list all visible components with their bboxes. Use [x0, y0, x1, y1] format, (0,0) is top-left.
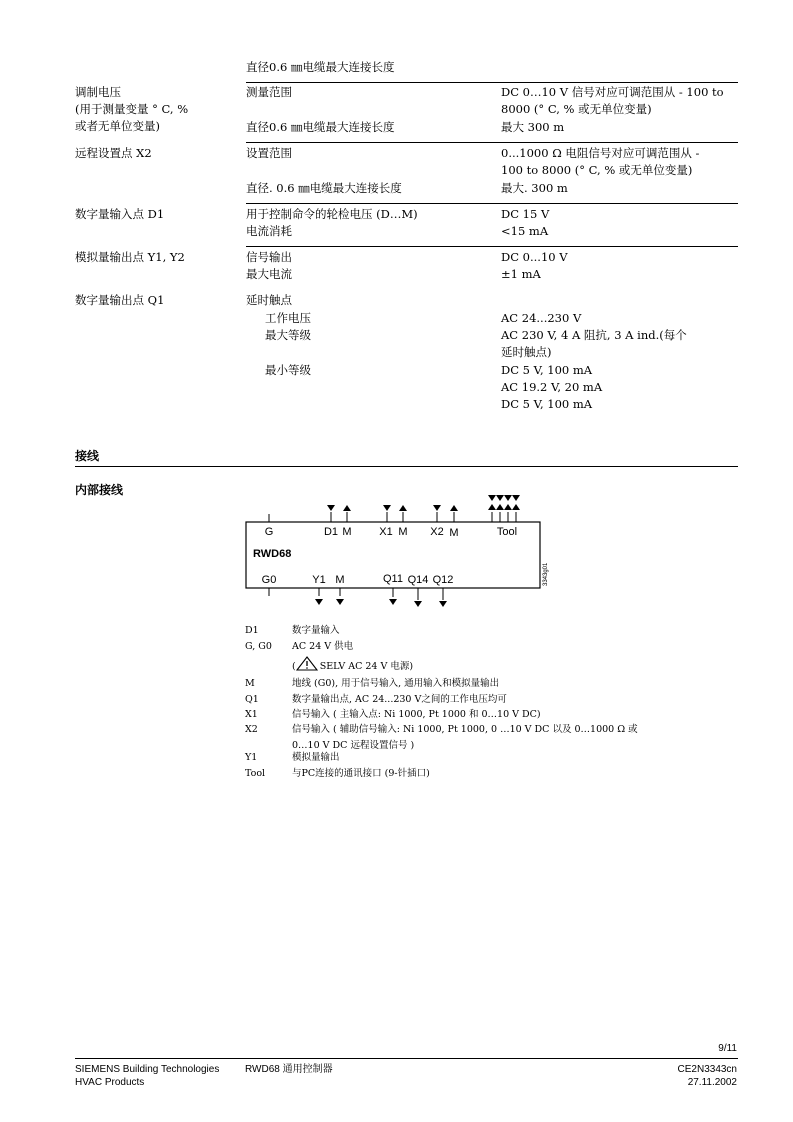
page-number: 9/11: [718, 1043, 737, 1054]
spec-label: 测量范围: [246, 85, 292, 99]
legend-key: Tool: [245, 768, 266, 779]
spec-label: 电流消耗: [246, 224, 292, 238]
spec-value: 最大 300 m: [501, 120, 565, 134]
spec-value: DC 0...10 V: [501, 250, 568, 264]
divider: [246, 142, 738, 143]
legend-desc: 与PC连接的通讯接口 (9-针插口): [292, 768, 430, 779]
legend-desc: AC 24 V 供电: [292, 641, 354, 652]
spec-name-digital-input: 数字量输入点 D1: [75, 207, 165, 221]
device-name: RWD68: [253, 548, 292, 560]
spec-label: 信号输出: [246, 250, 292, 264]
spec-name-remote-setpoint: 远程设置点 X2: [75, 146, 152, 160]
arrow-up-icon: [343, 505, 351, 511]
legend-desc: 地线 (G0), 用于信号输入, 通用输入和模拟量输出: [292, 678, 500, 689]
legend-paren: (: [292, 661, 296, 672]
spec-value: DC 0…10 V 信号对应可调范围从 - 100 to 8000 (° C, % 或无单位变量): [501, 85, 724, 116]
arrow-down-icon: [327, 505, 335, 511]
spec-value: ±1 mA: [501, 267, 541, 281]
legend-key: Q1: [245, 694, 259, 705]
subsection-heading-internal-wiring: 内部接线: [75, 483, 124, 497]
legend-desc: 数字量输出点, AC 24...230 V之间的工作电压均可: [292, 694, 507, 705]
arrow-down-icon: [488, 495, 496, 501]
spec-value: 最大. 300 m: [501, 181, 568, 195]
terminal-label-q12: Q12: [432, 574, 454, 586]
spec-top-label: 直径0.6 ㎜电缆最大连接长度: [246, 60, 395, 74]
arrow-down-icon: [433, 505, 441, 511]
divider: [246, 203, 738, 204]
legend-key: X1: [245, 709, 258, 720]
terminal-label-m: M: [449, 527, 459, 539]
terminal-label-x1: X1: [379, 526, 393, 538]
legend-key: D1: [245, 625, 259, 636]
arrow-up-icon: [496, 504, 504, 510]
footer-product: RWD68 通用控制器: [245, 1064, 333, 1075]
internal-wiring-diagram: [230, 490, 560, 615]
legend-desc: 模拟量输出: [292, 752, 340, 763]
drawing-code: 3343g01: [543, 562, 549, 586]
terminal-label-m: M: [398, 526, 408, 538]
legend-key: Y1: [245, 752, 258, 763]
arrow-down-icon: [315, 599, 323, 605]
spec-label: 最大等级: [265, 328, 311, 342]
legend-key: X2: [245, 724, 258, 735]
spec-label: 最小等级: [265, 363, 311, 377]
warning-icon: [296, 656, 318, 671]
terminal-label-m: M: [335, 574, 345, 586]
legend-key: M: [245, 678, 255, 689]
divider: [246, 82, 738, 83]
spec-label: 工作电压: [265, 311, 311, 325]
terminal-label-x2: X2: [430, 526, 444, 538]
spec-value: AC 230 V, 4 A 阻抗, 3 A ind.(每个 延时触点): [501, 328, 687, 359]
arrow-down-icon: [496, 495, 504, 501]
spec-label: 延时触点: [246, 293, 292, 307]
legend-desc: 信号输入 ( 辅助信号输入: Ni 1000, Pt 1000, 0 …10 V DC 以及 0…1000 Ω 或 0…10 V DC 远程设置信号 ): [292, 724, 638, 751]
terminal-label-g0: G0: [261, 574, 277, 586]
spec-name-analog-output: 模拟量输出点 Y1, Y2: [75, 250, 185, 264]
arrow-down-icon: [512, 495, 520, 501]
legend-desc: SELV AC 24 V 电源): [319, 661, 414, 672]
arrow-down-icon: [383, 505, 391, 511]
legend-desc: 数字量输入: [292, 625, 340, 636]
legend-warning-line: [292, 656, 413, 675]
spec-label: 直径0.6 ㎜电缆最大连接长度: [246, 120, 395, 134]
terminal-label-d1: D1: [323, 526, 339, 538]
footer-doc-info: CE2N3343cn 27.11.2002: [677, 1064, 737, 1088]
legend-key: G, G0: [245, 641, 272, 652]
spec-label: 直径. 0.6 ㎜电缆最大连接长度: [246, 181, 402, 195]
arrow-up-icon: [488, 504, 496, 510]
terminal-label-y1: Y1: [312, 574, 326, 586]
spec-value: DC 15 V: [501, 207, 550, 221]
arrow-down-icon: [414, 601, 422, 607]
arrow-up-icon: [450, 505, 458, 511]
spec-value: 0...1000 Ω 电阻信号对应可调范围从 - 100 to 8000 (° C, % 或无单位变量): [501, 146, 700, 177]
spec-value: DC 5 V, 100 mA AC 19.2 V, 20 mA DC 5 V, 100 mA: [501, 363, 603, 411]
arrow-up-icon: [512, 504, 520, 510]
spec-value: AC 24...230 V: [501, 311, 582, 325]
terminal-label-q11: Q11: [383, 573, 403, 585]
spec-label: 用于控制命令的轮检电压 (D…M): [246, 207, 418, 221]
arrow-down-icon: [439, 601, 447, 607]
arrow-up-icon: [504, 504, 512, 510]
arrow-down-icon: [389, 599, 397, 605]
terminal-label-m: M: [342, 526, 352, 538]
arrow-up-icon: [399, 505, 407, 511]
terminal-label-q14: Q14: [407, 574, 429, 586]
footer-company: SIEMENS Building Technologies HVAC Products: [75, 1064, 220, 1088]
arrow-down-icon: [504, 495, 512, 501]
footer-rule: [75, 1058, 738, 1059]
spec-label: 最大电流: [246, 267, 292, 281]
arrow-down-icon: [336, 599, 344, 605]
spec-label: 设置范围: [246, 146, 292, 160]
legend-desc: 信号输入 ( 主输入点: Ni 1000, Pt 1000 和 0…10 V DC): [292, 709, 541, 720]
section-heading-wiring: 接线: [75, 449, 100, 463]
spec-name-modulating-voltage: 调制电压 (用于测量变量 ° C, % 或者无单位变量): [75, 85, 189, 133]
spec-value: <15 mA: [501, 224, 549, 238]
spec-name-digital-output: 数字量输出点 Q1: [75, 293, 165, 307]
section-rule: [75, 466, 738, 467]
divider: [246, 246, 738, 247]
terminal-label-tool: Tool: [496, 526, 518, 538]
terminal-label-g: G: [264, 526, 274, 538]
